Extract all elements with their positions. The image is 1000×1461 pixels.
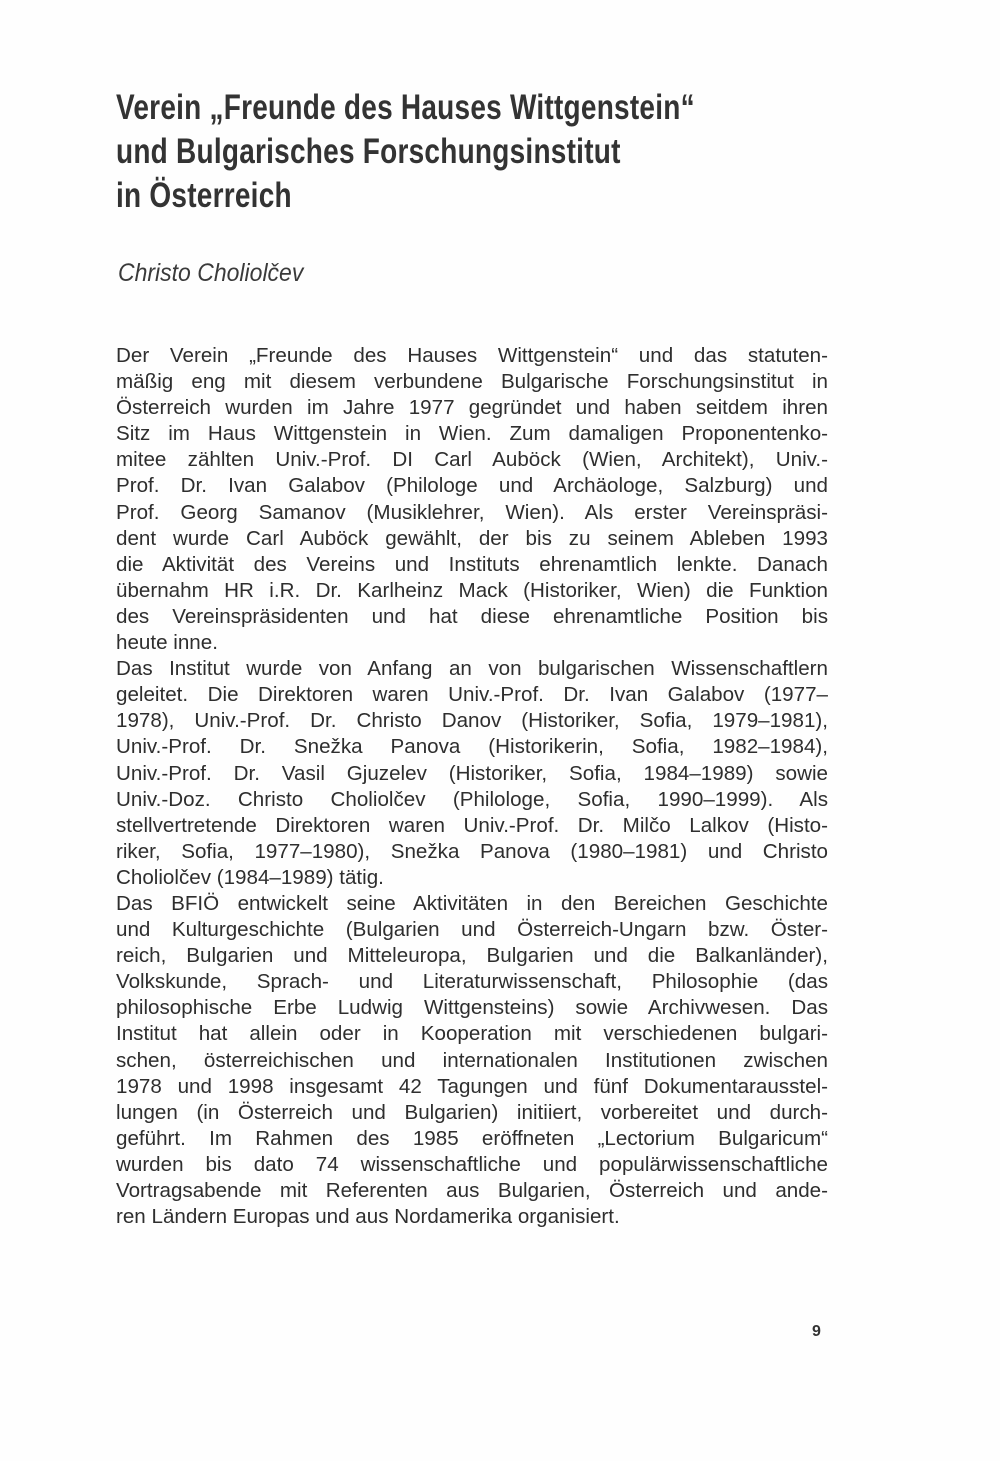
text-line: dent wurde Carl Auböck gewählt, der bis zu seinem Ableben 1993 — [116, 526, 828, 550]
text-line: und Kulturgeschichte (Bulgarien und Österreich-Ungarn bzw. Öster- — [116, 918, 828, 942]
text-line: 1978), Univ.-Prof. Dr. Christo Danov (Historiker, Sofia, 1979–1981), — [116, 709, 828, 733]
article-author: Christo Choliolčev — [118, 259, 304, 287]
text-line: 1978 und 1998 insgesamt 42 Tagungen und fünf Dokumentarausstel- — [116, 1074, 828, 1098]
text-line: Choliolčev (1984–1989) tätig. — [116, 865, 384, 889]
title-line: Verein „Freunde des Hauses Wittgenstein“ — [116, 88, 695, 127]
text-line: Volkskunde, Sprach- und Literaturwissenschaft, Philosophie (das — [116, 970, 828, 994]
article-body — [116, 343, 828, 1230]
text-line: des Vereinspräsidenten und hat diese ehrenamtliche Position bis — [116, 604, 828, 628]
text-line: die Aktivität des Vereins und Instituts ehrenamtlich lenkte. Danach — [116, 552, 828, 576]
paragraph-1 — [116, 343, 828, 656]
text-line: Österreich wurden im Jahre 1977 gegründet und haben seitdem ihren — [116, 396, 828, 420]
paragraph-2 — [116, 656, 828, 891]
text-line: schen, österreichischen und internationalen Institutionen zwischen — [116, 1048, 828, 1072]
text-line: Sitz im Haus Wittgenstein in Wien. Zum damaligen Proponentenko- — [116, 422, 828, 446]
text-line: philosophische Erbe Ludwig Wittgensteins) sowie Archivwesen. Das — [116, 996, 828, 1020]
title-line: in Österreich — [116, 176, 292, 215]
article-title — [116, 86, 695, 218]
text-line: wurden bis dato 74 wissenschaftliche und populärwissenschaftliche — [116, 1152, 828, 1176]
page-number: 9 — [812, 1323, 821, 1340]
text-line: Univ.-Prof. Dr. Snežka Panova (Historikerin, Sofia, 1982–1984), — [116, 735, 828, 759]
text-line: Univ.-Doz. Christo Choliolčev (Philologe, Sofia, 1990–1999). Als — [116, 787, 828, 811]
text-line: geführt. Im Rahmen des 1985 eröffneten „Lectorium Bulgaricum“ — [116, 1126, 828, 1150]
paragraph-3 — [116, 891, 828, 1230]
text-line: reich, Bulgarien und Mitteleuropa, Bulgarien und die Balkanländer), — [116, 944, 828, 968]
text-line: Prof. Dr. Ivan Galabov (Philologe und Archäologe, Salzburg) und — [116, 474, 828, 498]
text-line: stellvertretende Direktoren waren Univ.-Prof. Dr. Milčo Lalkov (Histo- — [116, 813, 828, 837]
title-line: und Bulgarisches Forschungsinstitut — [116, 132, 621, 171]
text-line: heute inne. — [116, 631, 218, 655]
text-line: Institut hat allein oder in Kooperation mit verschiedenen bulgari- — [116, 1022, 828, 1046]
text-line: lungen (in Österreich und Bulgarien) initiiert, vorbereitet und durch- — [116, 1100, 828, 1124]
text-line: Das BFIÖ entwickelt seine Aktivitäten in den Bereichen Geschichte — [116, 891, 828, 915]
text-line: Das Institut wurde von Anfang an von bulgarischen Wissenschaftlern — [116, 657, 828, 681]
text-line: ren Ländern Europas und aus Nordamerika organisiert. — [116, 1205, 620, 1229]
text-line: geleitet. Die Direktoren waren Univ.-Prof. Dr. Ivan Galabov (1977– — [116, 683, 828, 707]
text-line: Vortragsabende mit Referenten aus Bulgarien, Österreich und ande- — [116, 1179, 828, 1202]
text-line: mäßig eng mit diesem verbundene Bulgarische Forschungsinstitut in — [116, 370, 828, 394]
text-line: Univ.-Prof. Dr. Vasil Gjuzelev (Historiker, Sofia, 1984–1989) sowie — [116, 761, 828, 785]
text-line: Der Verein „Freunde des Hauses Wittgenstein“ und das statuten- — [116, 344, 828, 367]
text-line: riker, Sofia, 1977–1980), Snežka Panova (1980–1981) und Christo — [116, 839, 828, 863]
text-line: Prof. Georg Samanov (Musiklehrer, Wien). Als erster Vereinspräsi- — [116, 500, 828, 524]
text-line: übernahm HR i.R. Dr. Karlheinz Mack (Historiker, Wien) die Funktion — [116, 578, 828, 602]
text-line: mitee zählten Univ.-Prof. DI Carl Auböck (Wien, Architekt), Univ.- — [116, 448, 828, 472]
